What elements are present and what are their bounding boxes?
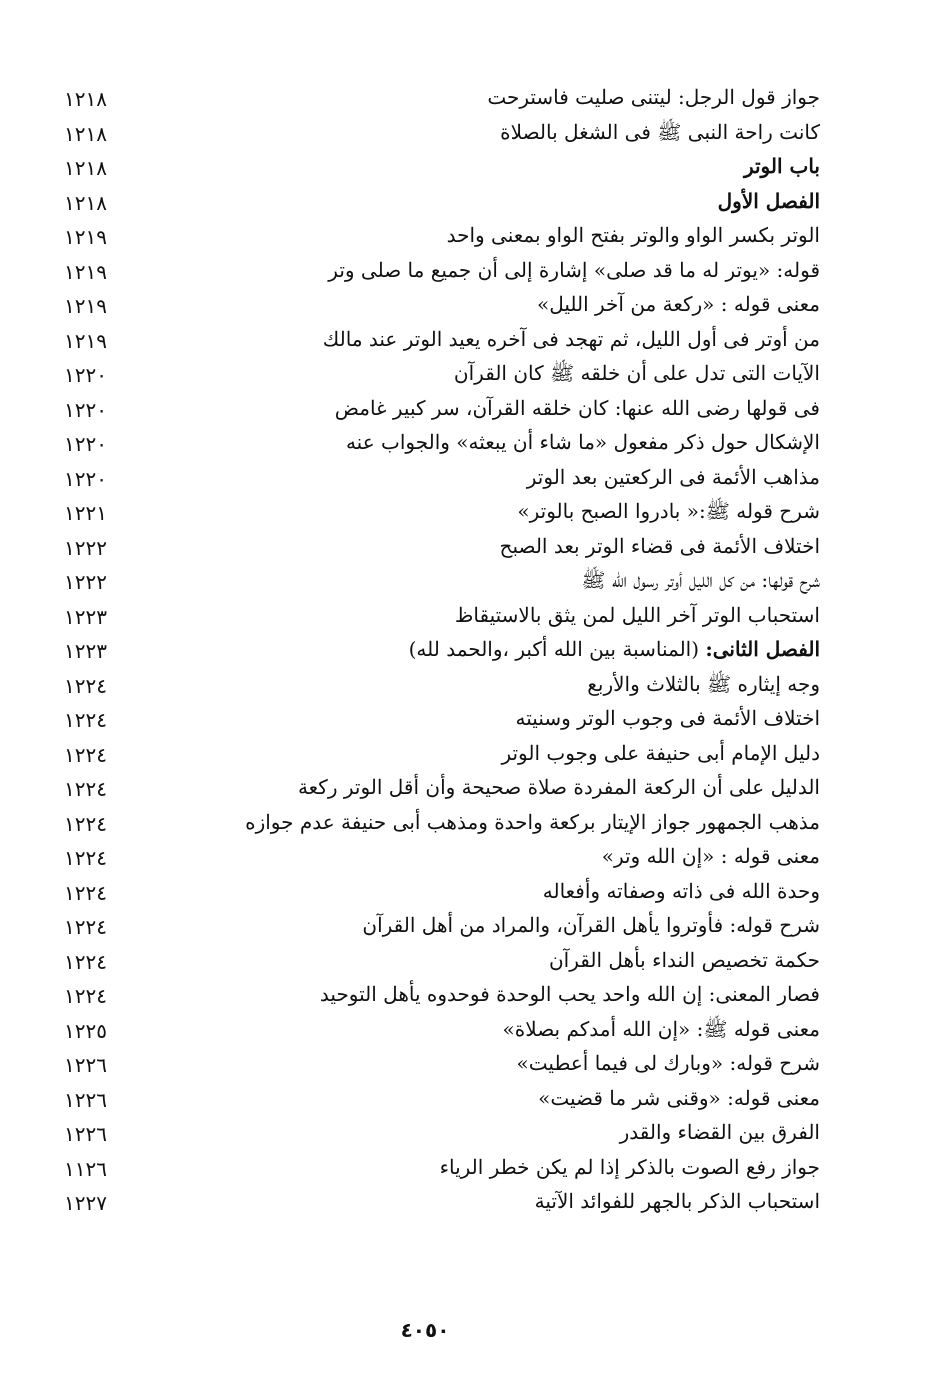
toc-entry [40,805,820,840]
toc-entry [40,115,820,150]
toc-entry-title: الآيات التى تدل على أن خلقه ﷺ كان القرآن [453,361,820,385]
toc-entry-title: فصار المعنى: إن الله واحد يحب الوحدة فوحدوه يأهل التوحيد [319,982,820,1006]
toc-entry-heading: الفصل الثانى: [705,637,820,661]
toc-entry [40,356,820,391]
toc-entry-title: فى قولها رضى الله عنها: كان خلقه القرآن، سر كبير غامض [334,395,820,420]
toc-entry [40,1081,820,1116]
toc-entry-title: اختلاف الأئمة فى قضاء الوتر بعد الصبح [499,533,820,558]
toc-entry-title: الدليل على أن الركعة المفردة صلاة صحيحة وأن أقل الوتر ركعة [297,775,820,799]
toc-entry-page: ١٢١٩ [64,225,107,249]
toc-entry-page: ١٢٢٦ [64,1122,107,1146]
toc-entry-title: كانت راحة النبى ﷺ فى الشغل بالصلاة [500,119,820,144]
toc-entry-page: ١٢٢٦ [64,1053,107,1077]
toc-entry-page: ١٢٢٤ [64,984,107,1008]
toc-entry-title: من أوتر فى أول الليل، ثم تهجد فى آخره يعيد الوتر عند مالك [322,326,820,351]
toc-entry-title: الوتر بكسر الواو والوتر بفتح الواو بمعنى واحد [446,223,820,247]
toc-entry-page: ١٢٢٤ [64,811,107,836]
toc-entry-page: ١٢١٩ [64,294,107,318]
toc-entry [40,529,820,564]
toc-entry-page: ١٢٢٤ [64,949,107,974]
toc-entry-title: شرح قوله ﷺ:« بادروا الصبح بالوتر» [517,499,820,523]
toc-entry [40,736,820,771]
toc-entry-page: ١٢٢٤ [64,846,107,870]
toc-entry-page: ١٢١٨ [64,87,107,111]
toc-entry [40,908,820,943]
toc-entry-page: ١٢١٩ [64,259,107,284]
toc-entry [40,1115,820,1150]
toc-entry [40,253,820,288]
toc-entry-title: وحدة الله فى ذاته وصفاته وأفعاله [542,878,820,903]
toc-entry-rest: (المناسبة بين الله أكبر ،والحمد لله) [408,637,706,661]
toc-entry-page: ١٢٢٢ [64,570,107,594]
toc-entry [40,1150,820,1185]
toc-entry-page: ١٢١٨ [64,156,107,180]
toc-entry [40,667,820,702]
toc-entry-page: ١٢٢٠ [64,363,107,387]
toc-entry-page: ١٢٢٤ [64,777,107,801]
toc-entry-title: استحباب الوتر آخر الليل لمن يثق بالاستيقاظ [454,602,820,627]
toc-entry-page: ١٢٢٠ [64,397,107,422]
toc-entry-title: قوله: «يوتر له ما قد صلى» إشارة إلى أن جميع ما صلى وتر [328,257,820,282]
toc-entry-title: مذاهب الأئمة فى الركعتين بعد الوتر [526,464,820,489]
toc-entry-title: وجه إيثاره ﷺ بالثلاث والأربع [587,671,820,696]
toc-entry [40,287,820,322]
toc-entry-title: مذهب الجمهور جواز الإيتار بركعة واحدة ومذهب أبى حنيفة عدم جوازه [245,809,820,834]
toc-entry-title: معنى قوله : «ركعة من آخر الليل» [536,292,820,316]
toc-entry-title: حكمة تخصيص النداء بأهل القرآن [548,947,820,972]
toc-entry [40,1012,820,1047]
toc-entry [40,839,820,874]
toc-entry-title: شرح قوله: «وبارك لى فيما أعطيت» [516,1051,820,1075]
toc-entry [40,218,820,253]
toc-entry [40,701,820,736]
toc-entry [40,322,820,357]
toc-entry [40,425,820,460]
page-number: ٤٠٥٠ [400,1318,450,1342]
toc-entry-title: شرح قولها: من كل الليل أوتر رسول الله ﷺ [581,568,820,592]
toc-entry-title: الإشكال حول ذكر مفعول «ما شاء أن يبعثه» والجواب عنه [345,430,820,454]
toc-entry-page: ١٢٢٤ [64,673,107,698]
toc-entry-title: الفرق بين القضاء والقدر [619,1120,820,1144]
toc-entry-page: ١٢٢٧ [64,1191,107,1215]
toc-entry-title: جواز قول الرجل: ليتنى صليت فاسترحت [487,85,820,109]
toc-entry-page: ١٢٢٦ [64,1087,107,1112]
table-of-contents [40,80,820,1219]
toc-entry-page: ١٢٢٢ [64,535,107,560]
toc-entry [40,391,820,426]
toc-entry [40,1046,820,1081]
toc-entry-page: ١٢٢٣ [64,639,107,663]
toc-entry-title: الفصل الأول [717,188,820,213]
toc-entry-title: جواز رفع الصوت بالذكر إذا لم يكن خطر الرياء [439,1154,820,1179]
toc-entry [40,494,820,529]
toc-entry-title: معنى قوله : «إن الله وتر» [601,844,820,868]
toc-entry [40,943,820,978]
toc-entry [40,460,820,495]
toc-entry [40,149,820,184]
toc-entry [40,770,820,805]
toc-entry-title: معنى قوله ﷺ: «إن الله أمدكم بصلاة» [502,1016,820,1041]
toc-entry [40,598,820,633]
toc-entry-title: باب الوتر [743,154,820,178]
toc-entry-page: ١٢٢٤ [64,915,107,939]
toc-entry [40,977,820,1012]
toc-entry-page: ١٢٢٥ [64,1018,107,1043]
toc-entry-page: ١٢٢٠ [64,466,107,491]
toc-entry-page: ١٢٢١ [64,501,107,525]
toc-entry-page: ١٢٢٣ [64,604,107,629]
toc-entry [40,1184,820,1219]
toc-entry-page: ١١٢٦ [64,1156,107,1181]
toc-entry-page: ١٢٢٤ [64,880,107,905]
toc-entry [40,563,820,598]
toc-entry-title: دليل الإمام أبى حنيفة على وجوب الوتر [501,740,820,765]
toc-entry [40,184,820,219]
toc-entry-page: ١٢١٨ [64,121,107,146]
toc-entry [40,80,820,115]
toc-entry-title: شرح قوله: فأوتروا يأهل القرآن، والمراد من أهل القرآن [362,913,820,937]
toc-entry-page: ١٢١٨ [64,190,107,215]
toc-entry [40,632,820,667]
toc-entry-title [409,636,820,662]
toc-entry-page: ١٢٢٠ [64,432,107,456]
toc-entry-title: معنى قوله: «وقنى شر ما قضيت» [538,1085,820,1110]
toc-entry-title: استحباب الذكر بالجهر للفوائد الآتية [534,1189,820,1213]
toc-entry [40,874,820,909]
toc-entry-title: اختلاف الأئمة فى وجوب الوتر وسنيته [515,706,820,730]
toc-entry-page: ١٢٢٤ [64,742,107,767]
toc-entry-page: ١٢٢٤ [64,708,107,732]
toc-entry-page: ١٢١٩ [64,328,107,353]
